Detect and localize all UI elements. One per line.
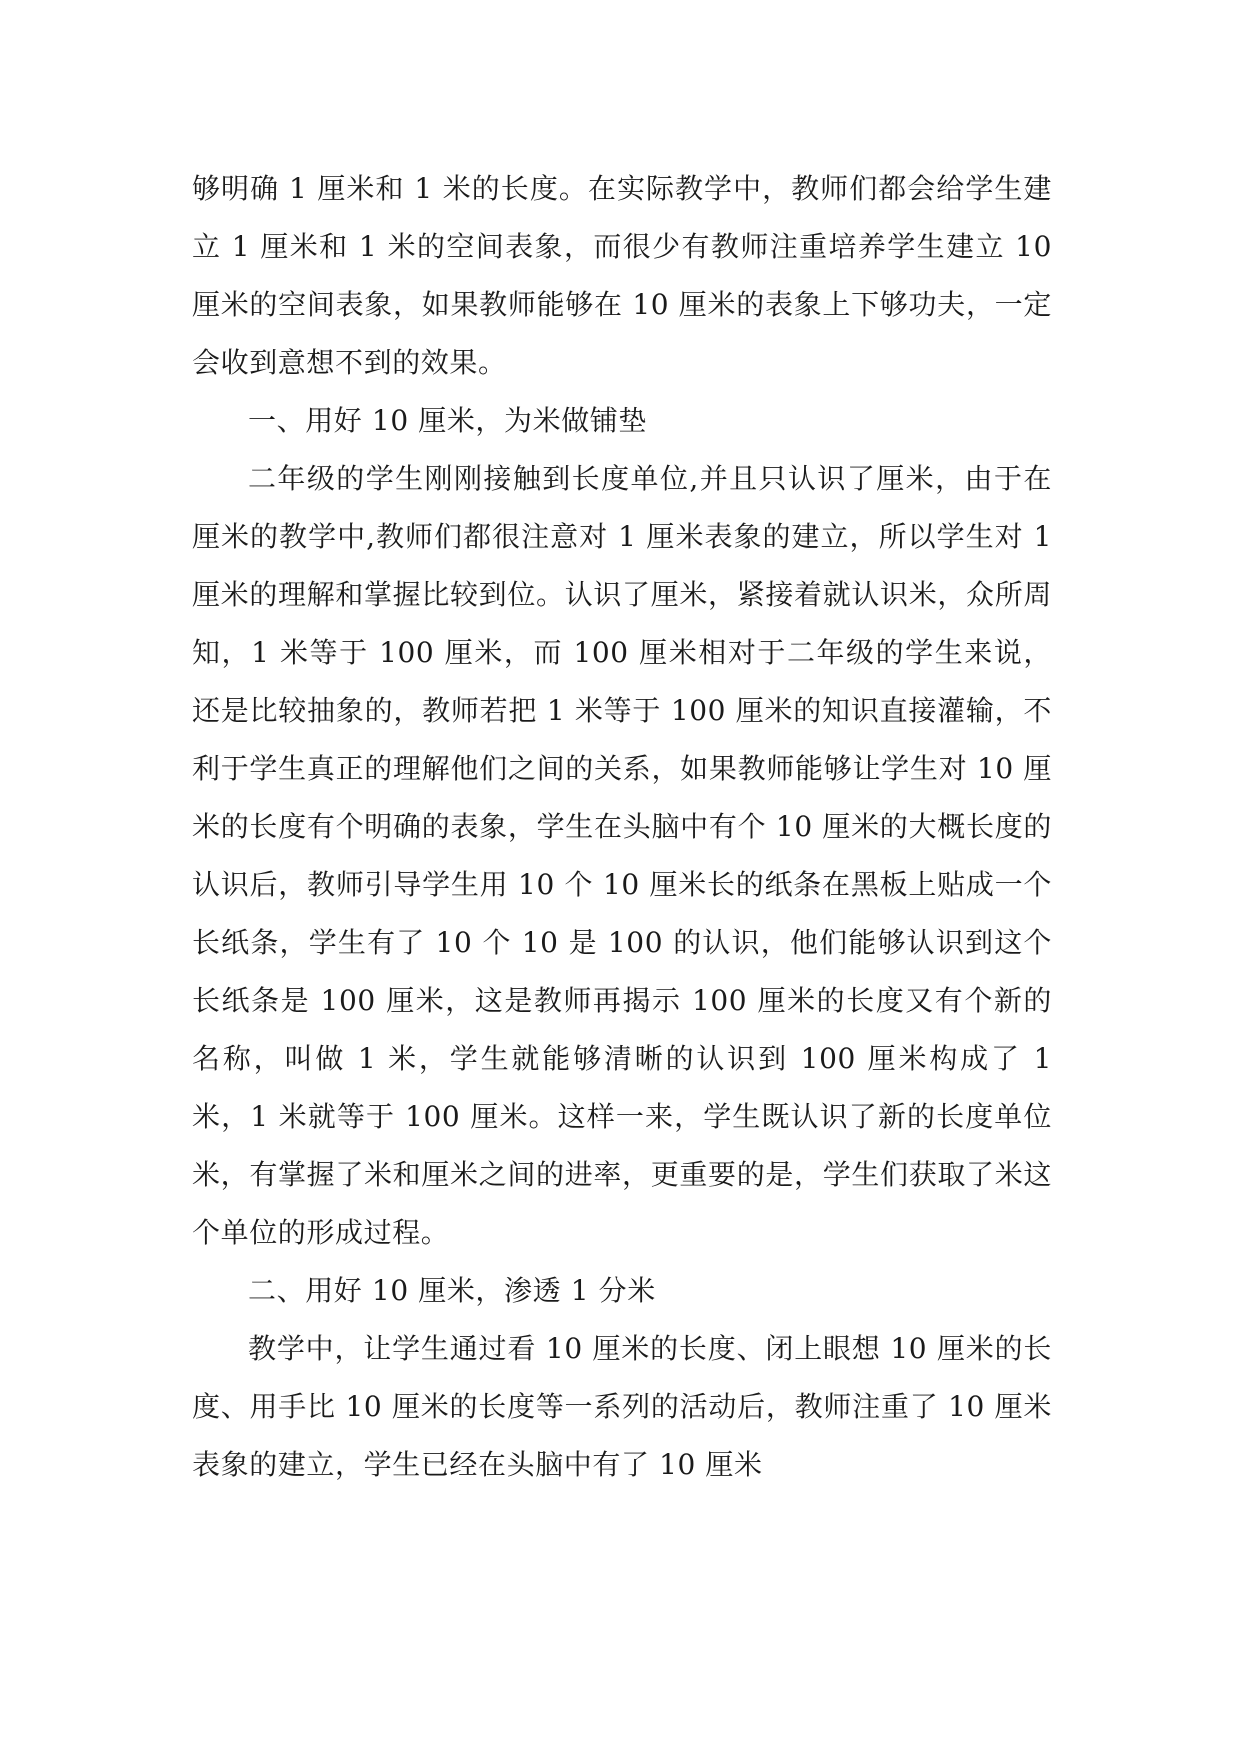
section-heading-2: 二、用好 10 厘米，渗透 1 分米 (248, 1274, 656, 1307)
document-body (192, 160, 1062, 1494)
paragraph-continued: 够明确 1 厘米和 1 米的长度。在实际教学中，教师们都会给学生建立 1 厘米和 1 米的空间表象，而很少有教师注重培养学生建立 10 厘米的空间表象，如果教师能够在 10 厘米的表象上下够功夫，一定会收到意想不到的效果。 (192, 172, 1062, 379)
paragraph-section-2: 教学中，让学生通过看 10 厘米的长度、闭上眼想 10 厘米的长度、用手比 10 厘米的长度等一系列的活动后，教师注重了 10 厘米表象的建立，学生已经在头脑中有了 10 厘米 (192, 1332, 1052, 1481)
paragraph-section-1: 二年级的学生刚刚接触到长度单位,并且只认识了厘米，由于在厘米的教学中,教师们都很注意对 1 厘米表象的建立，所以学生对 1 厘米的理解和掌握比较到位。认识了厘米，紧接着就认识米，众所周知，1 米等于 100 厘米，而 100 厘米相对于二年级的学生来说，还是比较抽象的，教师若把 1 米等于 100 厘米的知识直接灌输，不利于学生真正的理解他们之间的关系，如果教师能够让学生对 10 厘米的长度有个明确的表象，学生在头脑中有个 10 厘米的大概长度的认识后，教师引导学生用 10 个 10 厘米长的纸条在黑板上贴成一个长纸条，学生有了 10 个 10 是 100 的认识，他们能够认识到这个长纸条是 100 厘米，这是教师再揭示 100 厘米的长度又有个新的名称，叫做 1 米，学生就能够清晰的认识到 100 厘米构成了 1 米，1 米就等于 100 厘米。这样一来，学生既认识了新的长度单位米，有掌握了米和厘米之间的进率，更重要的是，学生们获取了米这个单位的形成过程。 (192, 462, 1062, 1249)
section-heading-1: 一、用好 10 厘米，为米做铺垫 (248, 404, 648, 437)
